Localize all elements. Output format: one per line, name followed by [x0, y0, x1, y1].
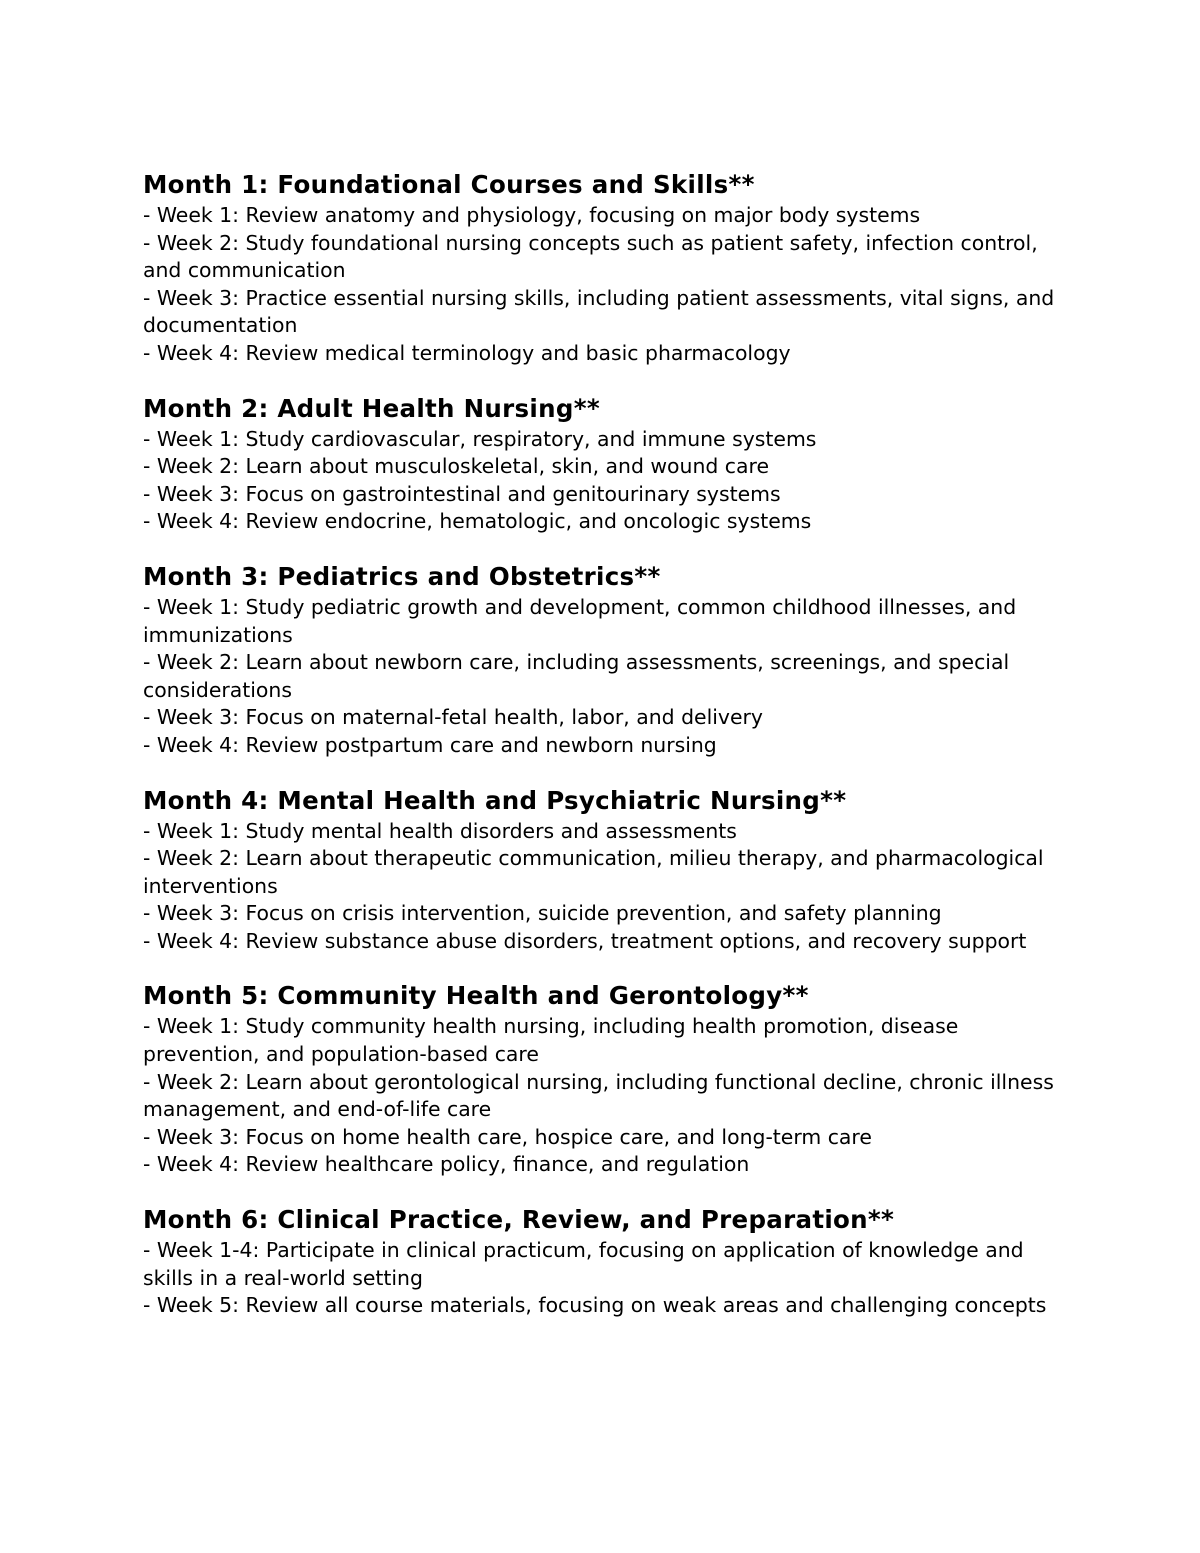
document-page — [143, 168, 1063, 1344]
list-item: - Week 3: Focus on maternal-fetal health, labor, and delivery — [143, 705, 763, 730]
section-month-2 — [143, 392, 1063, 536]
list-item: - Week 1: Review anatomy and physiology, focusing on major body systems — [143, 203, 921, 227]
list-item: - Week 3: Practice essential nursing skills, including patient assessments, vital signs, and documentation — [143, 285, 1055, 338]
week-list — [143, 202, 1063, 368]
list-item: - Week 3: Focus on crisis intervention, suicide prevention, and safety planning — [143, 901, 942, 926]
week-list — [143, 426, 1063, 536]
list-item: - Week 1: Study mental health disorders and assessments — [143, 818, 737, 843]
list-item: - Week 2: Learn about musculoskeletal, skin, and wound care — [143, 454, 769, 479]
list-item: - Week 2: Learn about therapeutic communication, milieu therapy, and pharmacological interventions — [143, 846, 1044, 898]
list-item: - Week 3: Focus on home health care, hospice care, and long-term care — [143, 1124, 872, 1149]
week-list — [143, 1237, 1063, 1320]
list-item: - Week 4: Review healthcare policy, finance, and regulation — [143, 1152, 750, 1177]
list-item: - Week 4: Review endocrine, hematologic, and oncologic systems — [143, 509, 812, 534]
list-item: - Week 3: Focus on gastrointestinal and genitourinary systems — [143, 481, 781, 506]
list-item: - Week 1: Study cardiovascular, respiratory, and immune systems — [143, 426, 817, 451]
list-item: - Week 2: Learn about newborn care, including assessments, screenings, and special considerations — [143, 650, 1010, 702]
list-item: - Week 1: Study community health nursing, including health promotion, disease prevention, and population-based care — [143, 1014, 959, 1067]
list-item: - Week 4: Review substance abuse disorders, treatment options, and recovery support — [143, 928, 1027, 953]
list-item: - Week 4: Review postpartum care and newborn nursing — [143, 732, 717, 757]
week-list — [143, 594, 1063, 760]
section-title: Month 4: Mental Health and Psychiatric Nursing** — [143, 785, 847, 815]
section-month-1 — [143, 168, 1063, 368]
section-title: Month 1: Foundational Courses and Skills** — [143, 170, 755, 199]
section-title: Month 3: Pediatrics and Obstetrics** — [143, 561, 661, 591]
section-month-4 — [143, 784, 1063, 956]
list-item: - Week 2: Study foundational nursing concepts such as patient safety, infection control, and communication — [143, 230, 1038, 283]
section-title: Month 2: Adult Health Nursing** — [143, 393, 600, 423]
section-month-6 — [143, 1203, 1063, 1320]
list-item: - Week 1: Study pediatric growth and development, common childhood illnesses, and immunizations — [143, 594, 1017, 647]
list-item: - Week 2: Learn about gerontological nursing, including functional decline, chronic illness management, and end-of-life care — [143, 1069, 1054, 1122]
week-list — [143, 1013, 1063, 1179]
section-title: Month 5: Community Health and Gerontology** — [143, 981, 809, 1011]
week-list — [143, 818, 1063, 956]
list-item: - Week 1-4: Participate in clinical practicum, focusing on application of knowledge and skills in a real-world setting — [143, 1238, 1024, 1290]
section-month-3 — [143, 560, 1063, 760]
list-item: - Week 4: Review medical terminology and basic pharmacology — [143, 340, 791, 365]
section-title: Month 6: Clinical Practice, Review, and Preparation** — [143, 1205, 895, 1235]
list-item: - Week 5: Review all course materials, focusing on weak areas and challenging concepts — [143, 1293, 1047, 1318]
section-month-5 — [143, 979, 1063, 1179]
